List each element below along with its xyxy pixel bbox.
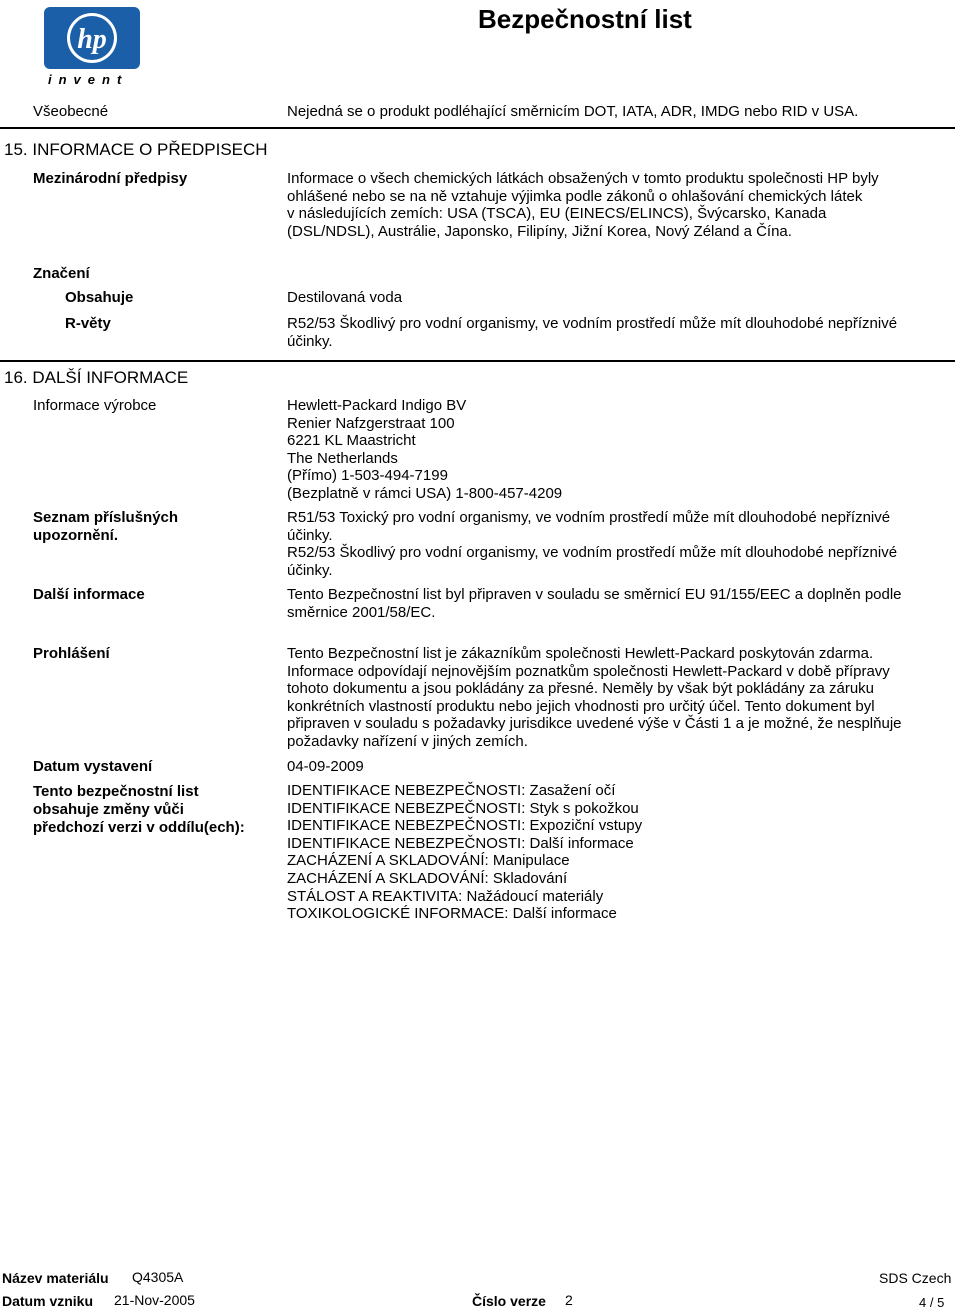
divider xyxy=(0,360,955,362)
text-line: The Netherlands xyxy=(287,449,398,467)
hp-logo xyxy=(44,7,140,69)
text-line: R52/53 Škodlivý pro vodní organismy, ve vodním prostředí může mít dlouhodobé nepříznivé xyxy=(287,315,898,332)
general-label: Všeobecné xyxy=(33,103,109,120)
hp-logo-icon xyxy=(57,10,127,66)
svg-text:hp: hp xyxy=(77,24,107,55)
text-line: ohlášené nebo se na ně vztahuje výjimka podle zákonů o ohlašování chemických látek xyxy=(287,187,863,205)
label-line: obsahuje změny vůči xyxy=(33,801,184,818)
sds-language: SDS Czech xyxy=(879,1270,952,1286)
label-line: Seznam příslušných xyxy=(33,509,179,526)
text-line: připraven v souladu s požadavky jurisdikce uvedené výše v Části 1 a je možné, že nesplňuje xyxy=(287,715,902,733)
labeling-label: Značení xyxy=(33,265,90,282)
divider xyxy=(0,127,955,129)
text-line: konkrétních vlastností produktu nebo jejich vhodnosti pro určitý účel. Tento dokument byl xyxy=(287,697,875,715)
text-line: 6221 KL Maastricht xyxy=(287,432,416,450)
text-line: Tento Bezpečnostní list byl připraven v souladu se směrnicí EU 91/155/EEC a doplněn podle xyxy=(287,586,902,603)
text-line: Renier Nafzgerstraat 100 xyxy=(287,414,455,432)
label-line: upozornění. xyxy=(33,527,118,544)
text-line: R51/53 Toxický pro vodní organismy, ve vodním prostředí může mít dlouhodobé nepříznivé xyxy=(287,509,891,526)
general-value: Nejedná se o produkt podléhající směrnicím DOT, IATA, ADR, IMDG nebo RID v USA. xyxy=(287,103,859,120)
version-value: 2 xyxy=(565,1292,573,1308)
list-item: IDENTIFIKACE NEBEZPEČNOSTI: Styk s pokožkou xyxy=(287,799,639,817)
r-phrases-text xyxy=(287,315,897,350)
text-line: tohoto dokumentu a jsou pokládány za přesné. Neměly by však být pokládány za záruku xyxy=(287,680,875,698)
manufacturer-info-label: Informace výrobce xyxy=(33,397,157,414)
created-date-value: 21-Nov-2005 xyxy=(114,1292,195,1308)
list-item: IDENTIFIKACE NEBEZPEČNOSTI: Expoziční vstupy xyxy=(287,817,643,835)
warnings-list-text xyxy=(287,509,897,579)
text-line: R52/53 Škodlivý pro vodní organismy, ve vodním prostředí může mít dlouhodobé nepříznivé xyxy=(287,544,898,562)
text-line: v následujících zemích: USA (TSCA), EU (EINECS/ELINCS), Švýcarsko, Kanada xyxy=(287,205,827,223)
declaration-text xyxy=(287,645,902,751)
contains-label: Obsahuje xyxy=(65,289,134,306)
warnings-list-label xyxy=(33,509,178,545)
list-item: IDENTIFIKACE NEBEZPEČNOSTI: Další informace xyxy=(287,834,634,852)
created-date-label: Datum vzniku xyxy=(2,1293,94,1309)
r-phrases-label: R-věty xyxy=(65,315,111,332)
page-number: 4 / 5 xyxy=(919,1295,945,1310)
label-line: předchozí verzi v oddílu(ech): xyxy=(33,819,245,836)
text-line: Tento Bezpečnostní list je zákazníkům společnosti Hewlett-Packard poskytován zdarma. xyxy=(287,645,874,662)
contains-value: Destilovaná voda xyxy=(287,289,403,306)
text-line: účinky. xyxy=(287,561,333,579)
text-line: Informace odpovídají nejnovějším poznatkům společnosti Hewlett-Packard v době přípravy xyxy=(287,662,890,680)
intl-regulations-text xyxy=(287,170,879,240)
section-15-title: 15. INFORMACE O PŘEDPISECH xyxy=(4,140,268,159)
text-line: (Přímo) 1-503-494-7199 xyxy=(287,467,448,485)
intl-regulations-label: Mezinárodní předpisy xyxy=(33,170,188,187)
text-line: směrnice 2001/58/EC. xyxy=(287,603,436,621)
material-name-value: Q4305A xyxy=(132,1269,184,1285)
list-item: ZACHÁZENÍ A SKLADOVÁNÍ: Skladování xyxy=(287,869,568,887)
other-info-label: Další informace xyxy=(33,586,145,603)
text-line: Hewlett-Packard Indigo BV xyxy=(287,397,467,414)
list-item: TOXIKOLOGICKÉ INFORMACE: Další informace xyxy=(287,905,617,923)
text-line: požadavky nařízení v jiných zemích. xyxy=(287,732,528,750)
text-line: (Bezplatně v rámci USA) 1-800-457-4209 xyxy=(287,484,563,502)
list-item: IDENTIFIKACE NEBEZPEČNOSTI: Zasažení očí xyxy=(287,782,616,799)
list-item: STÁLOST A REAKTIVITA: Nažádoucí materiály xyxy=(287,887,604,905)
issue-date-value: 04-09-2009 xyxy=(287,758,364,775)
declaration-label: Prohlášení xyxy=(33,645,110,662)
label-line: Tento bezpečnostní list xyxy=(33,783,199,800)
list-item: ZACHÁZENÍ A SKLADOVÁNÍ: Manipulace xyxy=(287,852,570,870)
material-name-label: Název materiálu xyxy=(2,1270,109,1286)
manufacturer-info-text xyxy=(287,397,562,503)
document-title: Bezpečnostní list xyxy=(478,4,692,34)
logo-invent-text: invent xyxy=(48,72,129,87)
version-label: Číslo verze xyxy=(472,1293,546,1309)
text-line: Informace o všech chemických látkách obsažených v tomto produktu společnosti HP byly xyxy=(287,170,879,187)
other-info-text xyxy=(287,586,902,621)
issue-date-label: Datum vystavení xyxy=(33,758,153,775)
text-line: účinky. xyxy=(287,332,333,350)
text-line: účinky. xyxy=(287,526,333,544)
changes-label xyxy=(33,783,245,837)
changes-list xyxy=(287,782,642,923)
section-16-title: 16. DALŠÍ INFORMACE xyxy=(4,368,189,387)
text-line: (DSL/NDSL), Austrálie, Japonsko, Filipíny, Jižní Korea, Nový Zéland a Čína. xyxy=(287,222,792,240)
